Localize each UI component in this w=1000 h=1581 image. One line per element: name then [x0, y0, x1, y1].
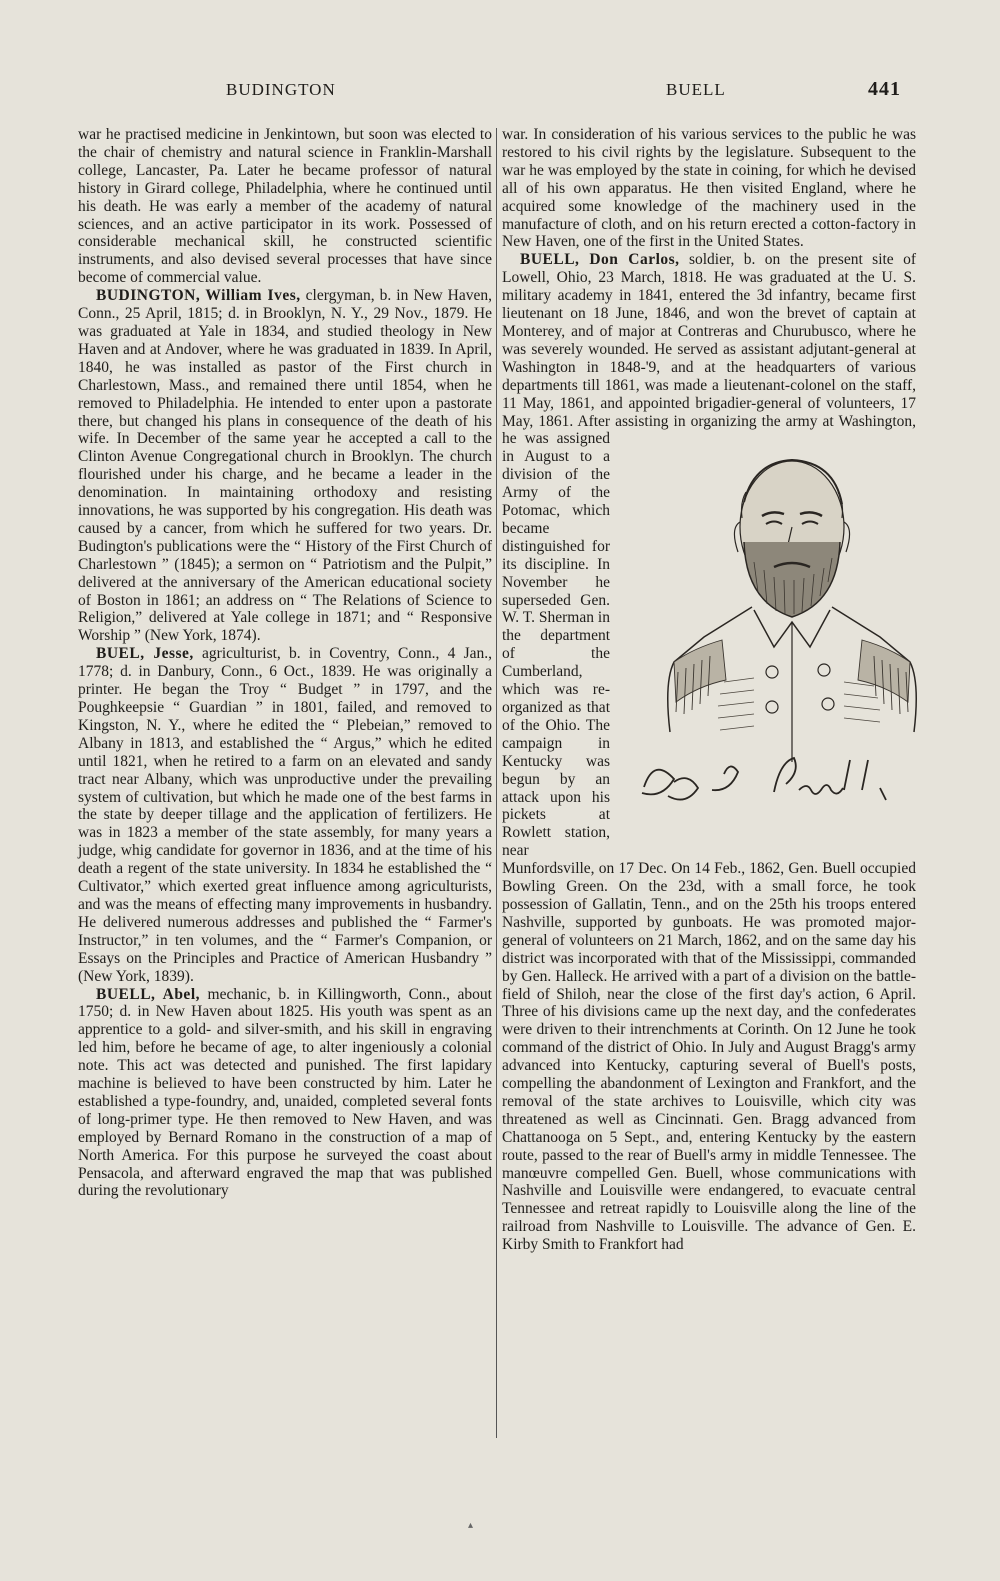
entry-budington — [78, 287, 492, 645]
running-head-left: BUDINGTON — [226, 80, 336, 99]
paragraph-continued: war he practised medicine in Jenkintown, but soon was elected to the chair of chemistry and natural science in Franklin-Marshall college, Lancaster, Pa. Later he became professor of natural history in Girard college, Philadelphia, where he continued until his death. He was early a member of the academy of natural sciences, and an active participator in its work. Possessed of considerable mechanical skill, he constructed scientific instruments, and also devised several processes that have since become of commercial value. — [78, 126, 492, 287]
left-column — [78, 126, 492, 1200]
right-column — [502, 126, 916, 1254]
entry-name: BUELL, Don Carlos, — [520, 251, 680, 269]
paragraph-continued: war. In consideration of his various services to the public he was restored to his civil rights by the legislature. Subsequent to the war he was employed by the state in coining, for which he devised all of his own apparatus. He then visited England, where he acquired some knowledge of the machinery used in the manufacture of cloth, and on his return erected a cotton-factory in New Haven, one of the first in the United States. — [502, 126, 916, 251]
entry-name: BUELL, Abel, — [96, 985, 200, 1003]
page-number: 441 — [868, 78, 901, 100]
entry-buell-abel — [78, 986, 492, 1201]
running-head-right: BUELL — [666, 80, 726, 99]
entry-text: agriculturist, b. in Coventry, Conn., 4 Jan., 1778; d. in Danbury, Conn., 6 Oct., 1839. He was originally a printer. He began the Troy “ Budget ” in 1797, and the Poughkeepsie “ Guardian ” in 1801, failed, and removed to Kingston, N. Y., where he edited the “ Plebeian,” removed to Albany in 1813, and established the “ Argus,” which he edited until 1821, when he retired to a farm on an elevated and sandy tract near Albany, which was unproductive under the prevailing system of cultivation, but which he made one of the best farms in the state by deeper tillage and the application of fertilizers. He was in 1823 a member of the state assembly, for many years a judge, whig candidate for governor in 1836, and at the time of his death a regent of the state university. In 1834 he established the “ Cultivator,” which exerted great influence among agriculturists, and was the means of effecting many improvements in husbandry. He delivered numerous addresses and published the “ Farmer's Instructor,” in ten volumes, and the “ Farmer's Companion, or Essays on the Principles and Practice of American Husbandry ” (New York, 1839). — [78, 645, 492, 985]
entry-text: soldier, b. on the present site of Lowell, Ohio, 23 March, 1818. He was graduated at the U. S. military academy in 1841, entered the 3d infantry, became first lieutenant on 18 June, 1846, and won the brevet of captain at Monterey, and of major at Contreras and Churubusco, where he was severely wounded. He served as assistant adjutant-general at Washington in 1848-'9, and at the headquarters of various departments till 1861, was made a lieutenant-colonel on the staff, 11 May, 1861, and appointed brigadier-general of volunteers, 17 May, 1861. After assisting in organizing the army at Washington, he was assigned — [502, 251, 916, 448]
entry-text-continued: in August to a division of the Army of the Potomac, which became distinguished for its discipline. In November he superseded Gen. W. T. Sherman in the department of the Cumberland, which was re-organized as that of the Ohio. The campaign in Kentucky was begun by an attack upon his pickets at Rowlett station, near Munfordsville, on 17 Dec. On 14 Feb., 1862, Gen. Buell occupied Bowling Green. On the 23d, with a small force, he took possession of Gallatin, Tenn., and on the 25th his troops entered Nashville, supported by gunboats. He was promoted major-general of volunteers on 21 March, 1862, and on the same day his district was incorporated with that of the Mississippi, commanded by Gen. Halleck. He arrived with a part of a division on the battle-field of Shiloh, near the close of the first day's action, 6 April. Three of his divisions came up the next day, and the confederates were driven to their intrenchments at Corinth. On 12 June he took command of the district of Ohio. In July and August Bragg's army advanced into Kentucky, capturing several of Buell's posts, compelling the abandonment of Lexington and Frankfort, and the removal of the state archives to Louisville, which city was threatened as well as Cincinnati. Gen. Bragg advanced from Chattanooga on 5 Sept., and, entering Kentucky by the eastern route, passed to the rear of Buell's army in middle Tennessee. The manœuvre compelled Gen. Buell, whose communications with Nashville and Louisville were endangered, to evacuate central Tennessee and retreat rapidly to Louisville along the line of the railroad from Nashville to Louisville. The advance of Gen. E. Kirby Smith to Frankfort had — [502, 448, 916, 1254]
entry-name: BUEL, Jesse, — [96, 645, 194, 663]
entry-name: BUDINGTON, William Ives, — [96, 287, 301, 305]
entry-text: clergyman, b. in New Haven, Conn., 25 April, 1815; d. in Brooklyn, N. Y., 29 Nov., 1879. He was graduated at Yale in 1834, and studied theology in New Haven and at Andover, where he was graduated in 1839. In April, 1840, he was installed as pastor of the First church in Charlestown, Mass., and remained there until 1854, when he removed to Philadelphia. He intended to enter upon a pastorate there, but changed his plans in consequence of the death of his wife. In December of the same year he accepted a call to the Clinton Avenue Congregational church in Brooklyn. The church flourished under his charge, and he became a leader in the denomination. In maintaining orthodoxy and resisting innovations, he was supported by his congregation. His death was caused by a cancer, from which he suffered for two years. Dr. Budington's publications were the “ History of the First Church of Charlestown ” (1845); a sermon on “ Patriotism and the Pulpit,” delivered at the anniversary of the American educational society of Boston in 1861; an address on “ The Relations of Science to Religion,” delivered at Yale college in 1871; and “ Responsive Worship ” (New York, 1874). — [78, 287, 492, 645]
entry-text: mechanic, b. in Killingworth, Conn., about 1750; d. in New Haven about 1825. His youth was spent as an apprentice to a gold- and silver-smith, and his skill in engraving led him, before he became of age, to alter ingeniously a colonial note. This act was detected and punished. The first lapidary machine is believed to have been constructed by him. Later he established a type-foundry, and, unaided, completed several fonts of long-primer type. He then removed to New Haven, and was employed by Bernard Romano in the construction of a map of North America. For this purpose he surveyed the coast about Pensacola, and afterward engraved the map that was published during the revolutionary — [78, 985, 492, 1200]
column-divider — [496, 128, 497, 1438]
page-mark: ▴ — [468, 1520, 474, 1531]
entry-buel-jesse — [78, 645, 492, 985]
portrait-engraving — [634, 432, 934, 852]
portrait-figure — [616, 432, 916, 852]
entry-buell-don-carlos — [502, 251, 916, 1254]
